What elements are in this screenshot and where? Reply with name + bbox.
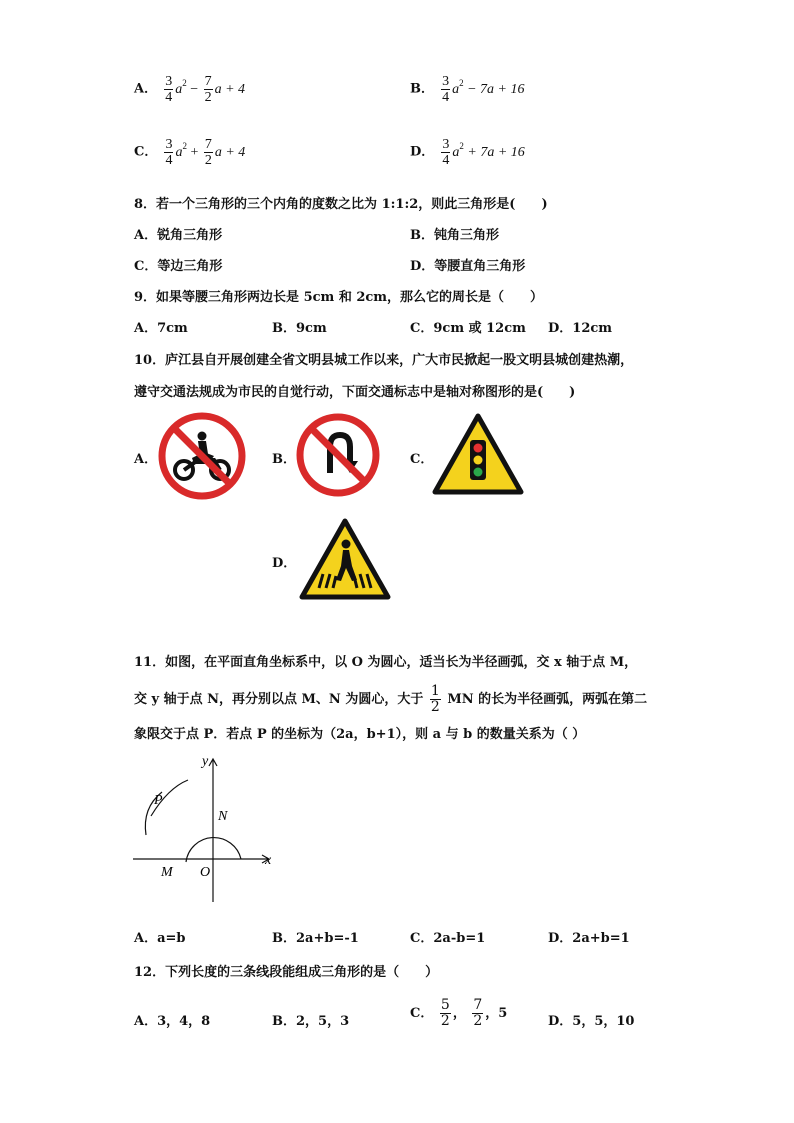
q11-stem-line2: 交 y 轴于点 N，再分别以点 M、N 为圆心，大于 $\frac{1}{2}$ MN 的长为半径画弧，两弧在第二 (134, 683, 648, 715)
q10-option-c-label[interactable]: C． (410, 452, 434, 467)
q11-option-b[interactable]: B．2a+b=-1 (272, 931, 359, 946)
q10-stem-line1: 10．庐江县自开展创建全省文明县城工作以来，广大市民掀起一股文明县城创建热潮， (134, 353, 634, 368)
q11-option-d[interactable]: D．2a+b=1 (548, 931, 630, 946)
q12-stem: 12．下列长度的三条线段能组成三角形的是（ ） (134, 965, 439, 980)
q7-option-c[interactable] (134, 137, 245, 168)
q11-stem-line3: 象限交于点 P．若点 P 的坐标为（2a，b+1），则 a 与 b 的数量关系为（ ） (134, 727, 586, 742)
q7-option-a[interactable] (134, 74, 245, 105)
traffic-light-warning-sign[interactable] (432, 413, 524, 495)
half-fraction: $\frac{1}{2}$ (430, 683, 440, 715)
q9-stem: 9．如果等腰三角形两边长是 5cm 和 2cm，那么它的周长是（ ） (134, 290, 544, 305)
origin-label: O (200, 865, 211, 880)
q12-option-d[interactable]: D．5，5，10 (548, 1014, 635, 1029)
option-label: B． (410, 81, 434, 97)
coordinate-figure (128, 750, 278, 905)
q8-option-d[interactable]: D．等腰直角三角形 (410, 259, 526, 274)
q9-option-d[interactable]: D．12cm (548, 321, 613, 336)
q10-option-d-label[interactable]: D． (272, 556, 297, 571)
option-label: D． (410, 144, 435, 160)
q10-option-a-label[interactable]: A． (134, 452, 158, 467)
no-motorcycle-sign[interactable] (158, 412, 246, 500)
q8-stem: 8．若一个三角形的三个内角的度数之比为 1:1:2，则此三角形是( ) (134, 197, 548, 212)
x-axis-label: x (265, 853, 272, 868)
q9-option-b[interactable]: B．9cm (272, 321, 327, 336)
q8-option-b[interactable]: B．钝角三角形 (410, 228, 500, 243)
option-expression: $\frac{3}{4}$ $a^2$ + $\frac{7}{2}$ a + 4 (165, 137, 246, 168)
q11-option-a[interactable]: A．a=b (134, 931, 186, 946)
q8-option-c[interactable]: C．等边三角形 (134, 259, 223, 274)
q7-option-b[interactable] (410, 74, 525, 105)
q12-option-a[interactable]: A．3，4，8 (134, 1014, 211, 1029)
q12-option-b[interactable]: B．2，5，3 (272, 1014, 350, 1029)
option-expression: $\frac{3}{4}$ $a^2 + 7a + 16$ (442, 137, 525, 168)
q11-option-c[interactable]: C．2a-b=1 (410, 931, 486, 946)
q9-option-a[interactable]: A．7cm (134, 321, 188, 336)
option-expression: $\frac{3}{4}$ $a^2$ − $\frac{7}{2}$ a + 4 (165, 74, 246, 105)
point-p-label: P (154, 793, 163, 808)
q10-option-b-label[interactable]: B． (272, 452, 296, 467)
q9-option-c[interactable]: C．9cm 或 12cm (410, 321, 526, 336)
option-label: C． (134, 144, 158, 160)
q7-option-d[interactable] (410, 137, 525, 168)
q12-option-c[interactable]: C． $\frac{5}{2}$ ， $\frac{7}{2}$ ，5 (410, 997, 508, 1029)
q10-stem-line2: 遵守交通法规成为市民的自觉行动，下面交通标志中是轴对称图形的是( ) (134, 385, 576, 400)
no-u-turn-sign[interactable] (296, 413, 380, 497)
option-expression: $\frac{3}{4}$ $a^2 - 7a + 16$ (442, 74, 525, 105)
point-n-label: N (218, 809, 228, 824)
y-axis-label: y (202, 754, 209, 769)
q11-stem-line1: 11．如图，在平面直角坐标系中，以 O 为圆心，适当长为半径画弧，交 x 轴于点 M， (134, 655, 638, 670)
option-label: A． (134, 81, 158, 97)
pedestrian-crossing-warning-sign[interactable] (299, 518, 391, 600)
point-m-label: M (161, 865, 173, 880)
q8-option-a[interactable]: A．锐角三角形 (134, 228, 223, 243)
